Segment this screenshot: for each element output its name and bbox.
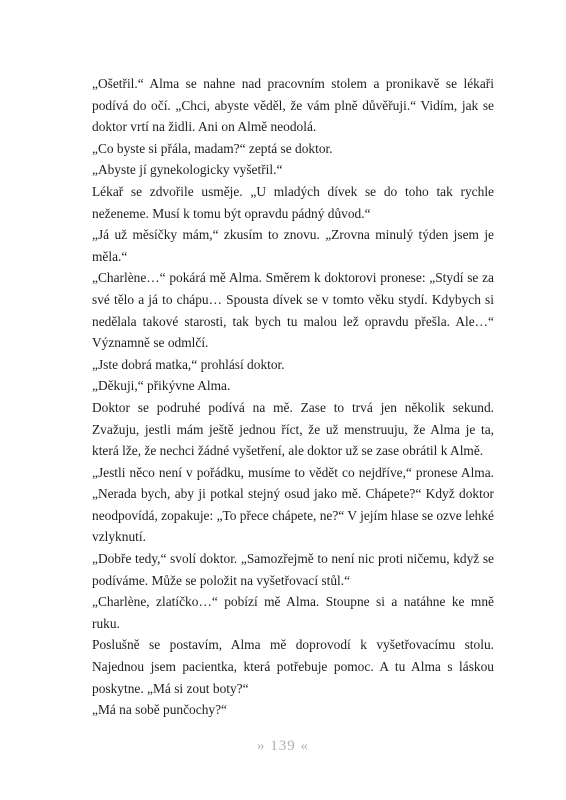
paragraph: „Ošetřil.“ Alma se nahne nad pracovním stolem a pronikavě se lékaři podívá do očí. „Chci, abyste věděl, že vám plně důvěřuji.“ Vidím, jak se doktor vrtí na židli. Ani on Almě neodolá. [92,76,494,135]
paragraph: „Má na sobě punčochy?“ [92,702,227,718]
paragraph: „Jste dobrá matka,“ prohlásí doktor. [92,356,285,372]
page-number: » 139 « [257,738,309,754]
paragraph: „Abyste jí gynekologicky vyšetřil.“ [92,162,283,178]
paragraph: „Děkuji,“ přikývne Alma. [92,378,231,394]
paragraph: Doktor se podruhé podívá na mě. Zase to trvá jen několik sekund. Zvažuju, jestli mám ještě jednou říct, že už menstruuju, že Alma je ta, která lže, že nechci žádné vyšetření, ale doktor už se zase obrátil k Almě. [92,399,494,459]
paragraph: Lékař se zdvořile usměje. „U mladých dívek se do toho tak rychle neženeme. Musí k tomu být opravdu pádný důvod.“ [92,183,494,221]
paragraph: „Charlène, zlatíčko…“ pobízí mě Alma. Stoupne si a natáhne ke mně ruku. [92,594,494,631]
body-text [92,73,494,721]
paragraph: „Já už měsíčky mám,“ zkusím to znovu. „Zrovna minulý týden jsem je měla.“ [92,227,494,264]
paragraph: „Co byste si přála, madam?“ zeptá se doktor. [92,140,333,156]
paragraph: Poslušně se postavím, Alma mě doprovodí k vyšetřovacímu stolu. Najednou jsem pacientka, která potřebuje pomoc. A tu Alma s láskou poskytne. „Má si zout boty?“ [92,637,494,696]
paragraph: „Dobře tedy,“ svolí doktor. „Samozřejmě to není nic proti ničemu, když se podíváme. Může se položit na vyšetřovací stůl.“ [92,551,494,588]
paragraph: „Charlène…“ pokárá mě Alma. Směrem k doktorovi pronese: „Stydí se za své tělo a já to chápu… Spousta dívek se v tomto věku stydí. Kdybych si nedělala takové starosti, tak bych tu malou lež opravdu přešla. Ale…“ Významně se odmlčí. [92,270,494,351]
paragraph: „Jestli něco není v pořádku, musíme to vědět co nejdříve,“ pronese Alma. „Nerada bych, aby ji potkal stejný osud jako mě. Chápete?“ Když doktor neodpovídá, zopakuje: „To přece chápete, ne?“ V jejím hlase se ozve lehké vzlyknutí. [92,464,494,545]
